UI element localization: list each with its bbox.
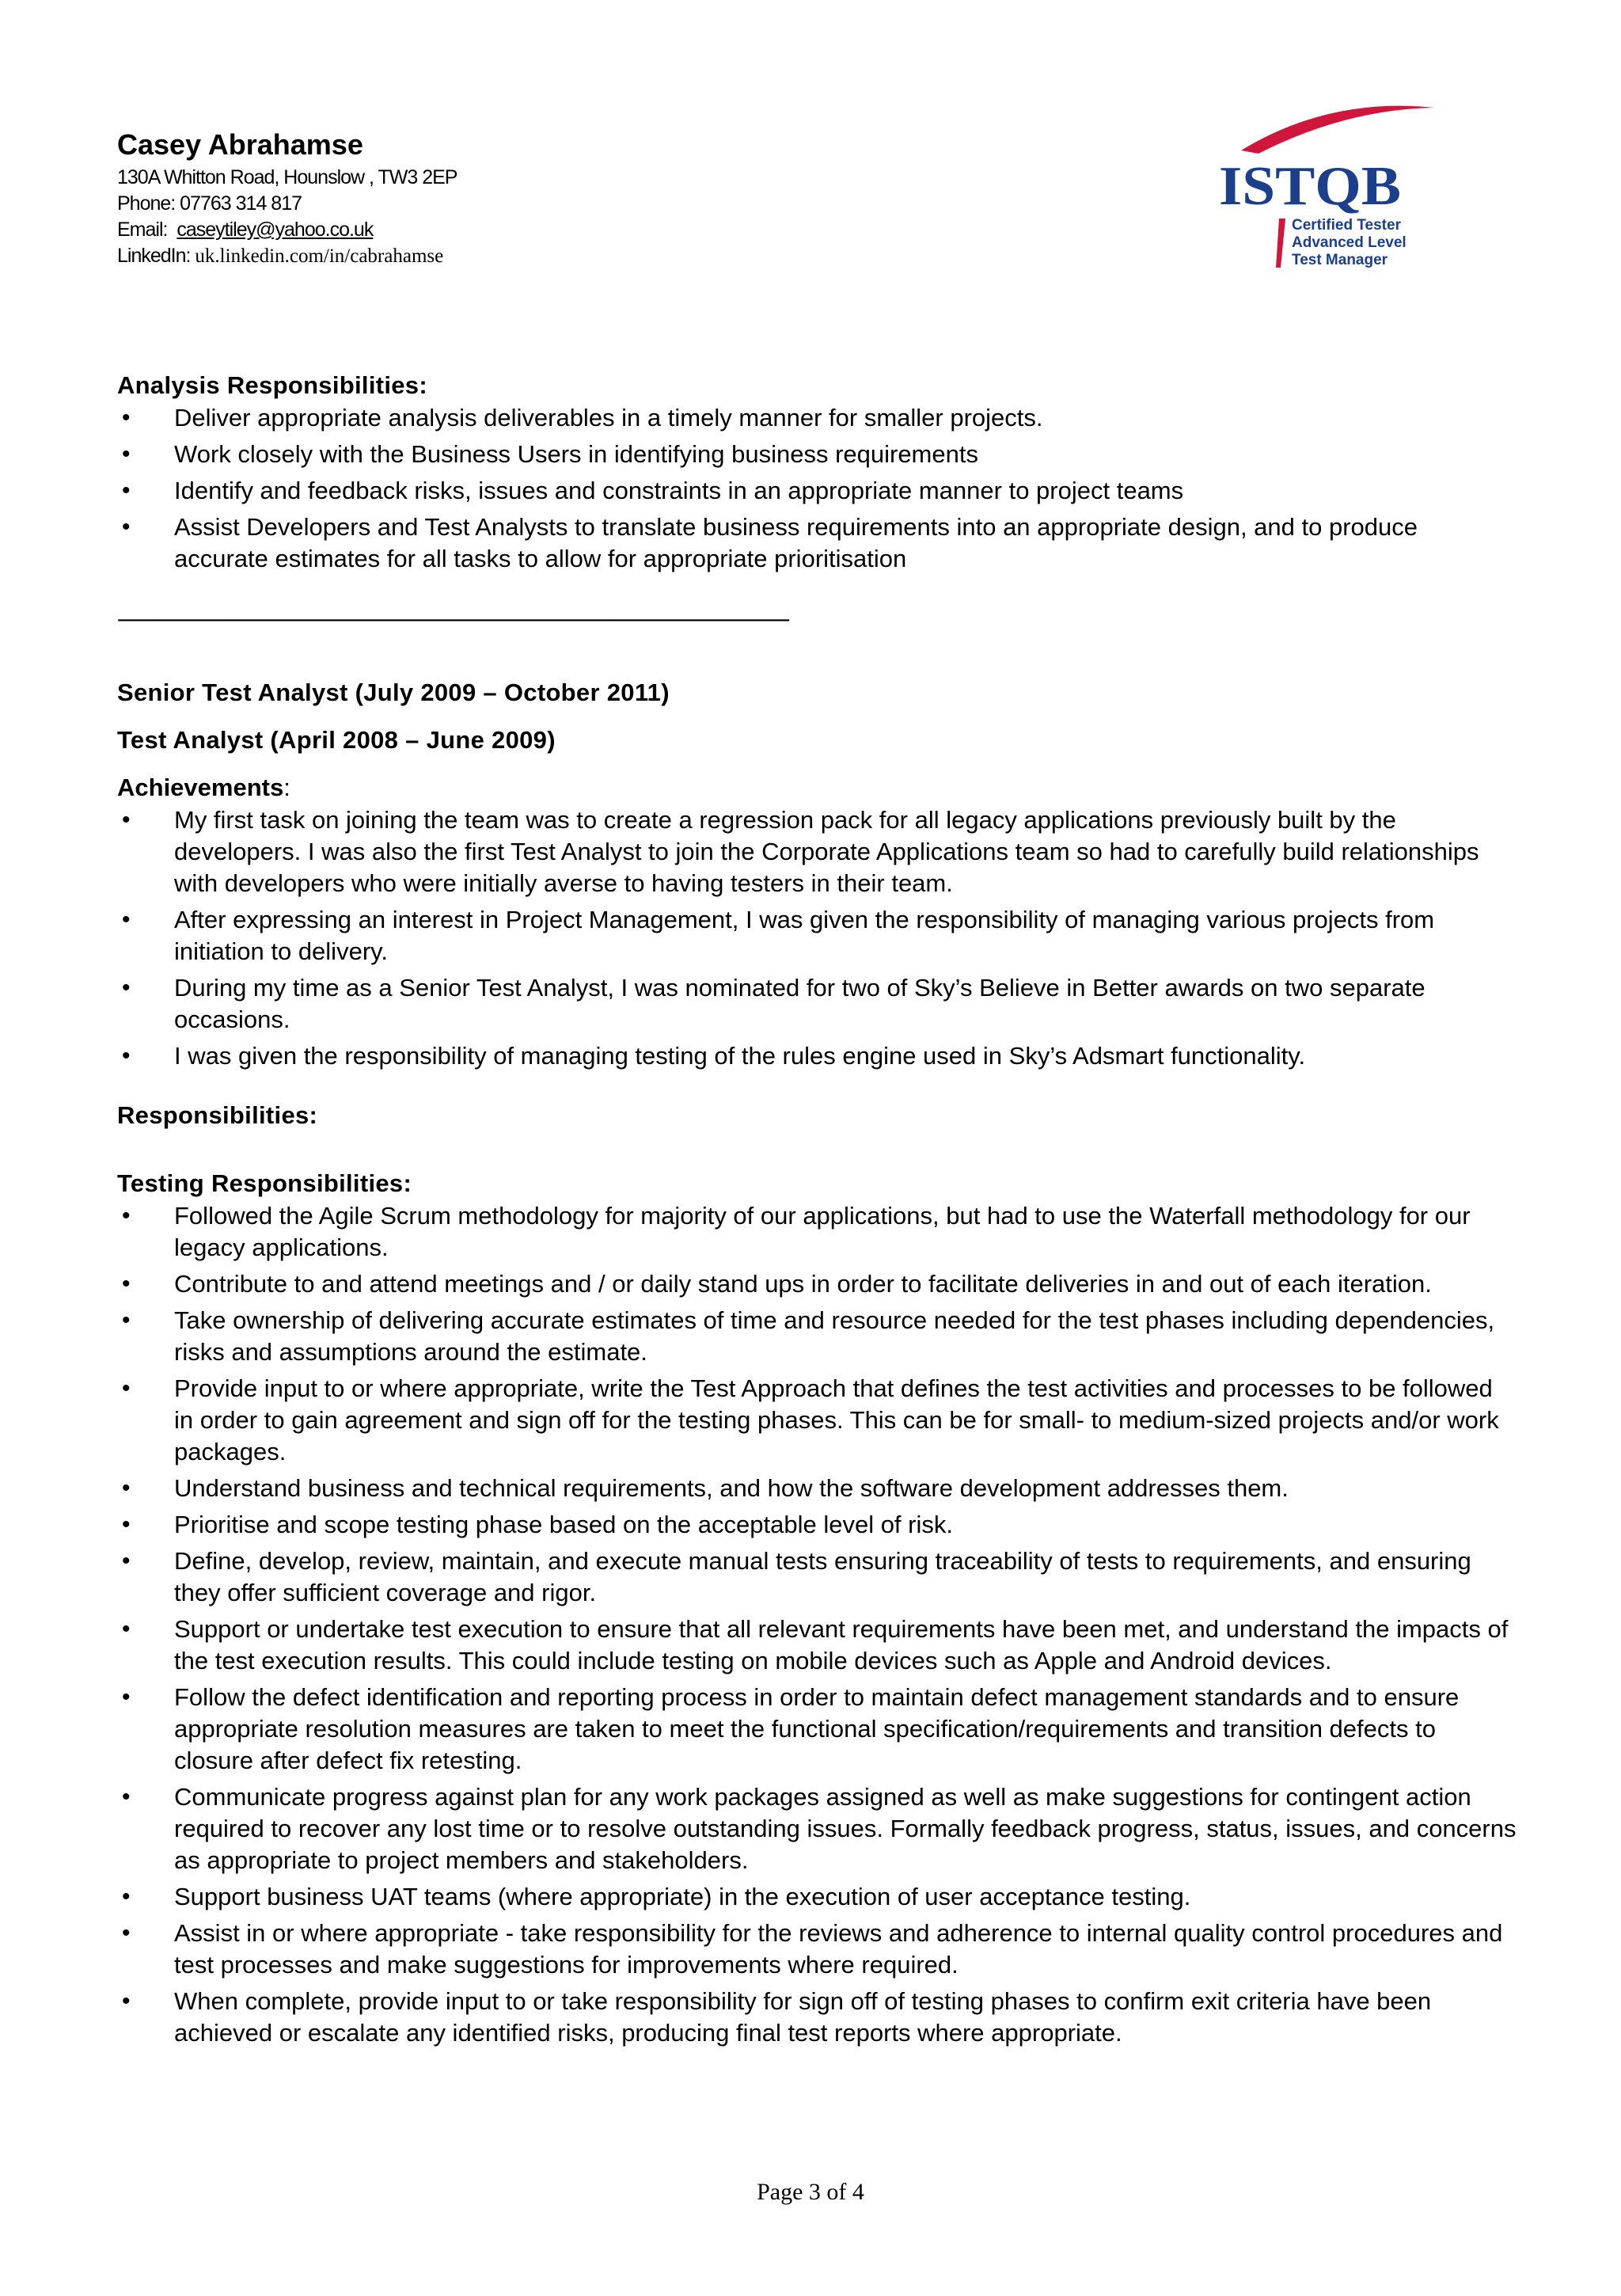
list-item: • Communicate progress against plan for any work packages assigned as well as make suggestions for contingent action required to recover any lost time or to resolve outstanding issues. Formally feedback progress, status, issues, and concerns as appropriate to project members and stakeholders. bbox=[117, 1781, 1518, 1876]
list-item: • Follow the defect identification and reporting process in order to maintain defect management standards and to ensure appropriate resolution measures are taken to meet the functional specification/requirements and transition defects to closure after defect fix retesting. bbox=[117, 1682, 1518, 1777]
list-item: • Work closely with the Business Users in identifying business requirements bbox=[117, 439, 1518, 470]
section-divider: -------------------------------------------------------------------------------------------------------------------------------------- bbox=[117, 606, 788, 631]
resume-body bbox=[117, 369, 1518, 2049]
list-item: • Support or undertake test execution to ensure that all relevant requirements have been met, and understand the impacts of the test execution results. This could include testing on mobile devices such as Apple and Android devices. bbox=[117, 1614, 1518, 1677]
email-label: Email: bbox=[117, 219, 168, 241]
list-item: • Take ownership of delivering accurate estimates of time and resource needed for the test phases including dependencies, risks and assumptions around the estimate. bbox=[117, 1305, 1518, 1368]
logo-line-2: Advanced Level bbox=[1292, 234, 1407, 251]
achievements-heading-line bbox=[117, 771, 1518, 804]
role-senior-test-analyst: Senior Test Analyst (July 2009 – October 2011) bbox=[117, 679, 670, 706]
email-link[interactable]: caseytiley@yahoo.co.uk bbox=[177, 219, 374, 241]
list-item: • During my time as a Senior Test Analyst, I was nominated for two of Sky’s Believe in Better awards on two separate occasions. bbox=[117, 972, 1518, 1036]
list-item: • Deliver appropriate analysis deliverables in a timely manner for smaller projects. bbox=[117, 402, 1518, 434]
list-item: • My first task on joining the team was to create a regression pack for all legacy applications previously built by the developers. I was also the first Test Analyst to join the Corporate Applications team so had to carefully build relationships with developers who were initially averse to having testers in their team. bbox=[117, 804, 1518, 899]
logo-line-1: Certified Tester bbox=[1292, 217, 1401, 234]
responsibilities-heading: Responsibilities: bbox=[117, 1101, 318, 1129]
linkedin-url: uk.linkedin.com/in/cabrahamse bbox=[195, 245, 444, 267]
achievements-colon: : bbox=[283, 774, 290, 801]
list-item: • Assist in or where appropriate - take responsibility for the reviews and adherence to internal quality control procedures and test processes and make suggestions for improvements where required. bbox=[117, 1918, 1518, 1981]
istqb-logo bbox=[1211, 101, 1441, 283]
list-item: • Define, develop, review, maintain, and execute manual tests ensuring traceability of tests to requirements, and ensuring they offer sufficient coverage and rigor. bbox=[117, 1545, 1518, 1609]
list-item: • I was given the responsibility of managing testing of the rules engine used in Sky’s Adsmart functionality. bbox=[117, 1040, 1518, 1072]
list-item: • Prioritise and scope testing phase based on the acceptable level of risk. bbox=[117, 1509, 1518, 1541]
list-item: • Understand business and technical requirements, and how the software development addresses them. bbox=[117, 1473, 1518, 1504]
email-line bbox=[117, 217, 988, 243]
logo-red-bar bbox=[1276, 219, 1285, 268]
logo-line-3: Test Manager bbox=[1292, 252, 1388, 268]
address: 130A Whitton Road, Hounslow , TW3 2EP bbox=[117, 166, 457, 188]
role-test-analyst: Test Analyst (April 2008 – June 2009) bbox=[117, 726, 556, 754]
linkedin-line bbox=[117, 243, 988, 269]
list-item: • After expressing an interest in Project Management, I was given the responsibility of managing various projects from initiation to delivery. bbox=[117, 904, 1518, 967]
phone: Phone: 07763 314 817 bbox=[117, 192, 302, 215]
list-item: • Support business UAT teams (where appropriate) in the execution of user acceptance testing. bbox=[117, 1881, 1518, 1913]
achievements-list bbox=[117, 804, 1518, 1072]
candidate-name: Casey Abrahamse bbox=[117, 128, 363, 161]
list-item: • Identify and feedback risks, issues and constraints in an appropriate manner to project teams bbox=[117, 475, 1518, 507]
testing-heading: Testing Responsibilities: bbox=[117, 1169, 412, 1197]
logo-brand: ISTQB bbox=[1219, 156, 1401, 217]
logo-swoosh bbox=[1241, 106, 1434, 154]
achievements-heading: Achievements bbox=[117, 774, 284, 801]
contact-block bbox=[117, 127, 988, 269]
list-item: • Provide input to or where appropriate, write the Test Approach that defines the test activities and processes to be followed in order to gain agreement and sign off for the testing phases. This can be for small- to medium-sized projects and/or work packages. bbox=[117, 1373, 1518, 1468]
list-item: • Contribute to and attend meetings and / or daily stand ups in order to facilitate deliveries in and out of each iteration. bbox=[117, 1268, 1518, 1300]
testing-list bbox=[117, 1200, 1518, 2049]
list-item: • When complete, provide input to or take responsibility for sign off of testing phases to confirm exit criteria have been achieved or escalate any identified risks, producing final test reports where appropriate. bbox=[117, 1986, 1518, 2049]
linkedin-label: LinkedIn: bbox=[117, 245, 191, 267]
analysis-heading: Analysis Responsibilities: bbox=[117, 371, 427, 399]
analysis-list bbox=[117, 402, 1518, 575]
page-number: Page 3 of 4 bbox=[757, 2179, 864, 2205]
list-item: • Assist Developers and Test Analysts to translate business requirements into an appropriate design, and to produce accurate estimates for all tasks to allow for appropriate prioritisation bbox=[117, 511, 1518, 575]
list-item: • Followed the Agile Scrum methodology for majority of our applications, but had to use the Waterfall methodology for our legacy applications. bbox=[117, 1200, 1518, 1264]
